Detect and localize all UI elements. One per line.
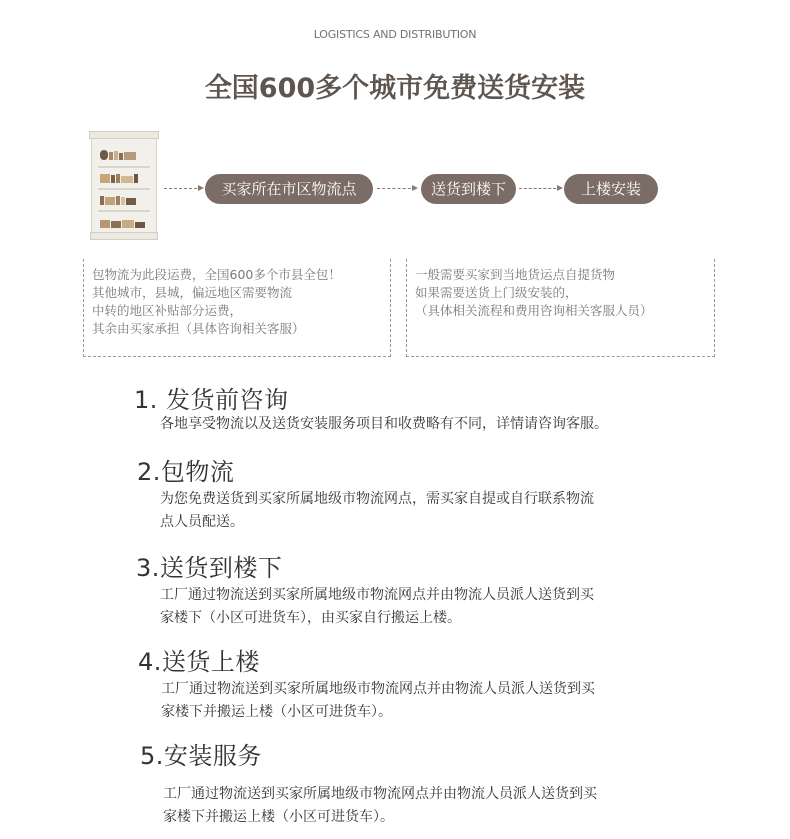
section-line: 各地享受物流以及送货安装服务项目和收费略有不同，详情请咨询客服。 <box>160 416 608 432</box>
note-line: （具体相关流程和费用咨询相关客服人员） <box>415 303 653 318</box>
note-line: 其他城市，县城，偏远地区需要物流 <box>92 285 293 300</box>
note-line: 中转的地区补贴部分运费， <box>92 303 243 318</box>
flow-arrow-3 <box>519 188 561 189</box>
note-line: 其余由买家承担（具体咨询相关客服） <box>92 321 305 336</box>
section-title-logistics: 2.包物流 <box>137 458 235 486</box>
note-line: 包物流为此段运费，全国600多个市县全包！ <box>92 267 341 282</box>
section-text-logistics <box>160 488 594 534</box>
section-line: 工厂通过物流送到买家所属地级市物流网点并由物流人员派人送货到买 <box>163 786 597 802</box>
section-line: 为您免费送货到买家所属地级市物流网点，需买家自提或自行联系物流 <box>160 491 594 507</box>
section-subheading: LOGISTICS AND DISTRIBUTION <box>313 28 477 41</box>
note-line: 一般需要买家到当地货运点自提货物 <box>415 267 616 282</box>
section-text-downstairs <box>160 584 594 630</box>
flow-step-logistics-point: 买家所在市区物流点 <box>205 174 373 204</box>
section-title-upstairs: 4.送货上楼 <box>138 648 260 676</box>
flow-arrow-2 <box>377 188 416 189</box>
flow-arrow-1 <box>164 188 202 189</box>
section-line: 工厂通过物流送到买家所属地级市物流网点并由物流人员派人送货到买 <box>160 587 594 603</box>
shipping-note-right <box>406 259 715 357</box>
section-line: 家楼下并搬运上楼（小区可进货车）。 <box>163 809 394 825</box>
flow-step-deliver-downstairs: 送货到楼下 <box>421 174 516 204</box>
bookcase-product-image <box>91 133 157 239</box>
page-title: 全国600多个城市免费送货安装 <box>204 73 586 104</box>
section-title-consult: 1. 发货前咨询 <box>134 386 289 414</box>
section-title-downstairs: 3.送货到楼下 <box>136 554 283 582</box>
section-text-consult <box>160 413 608 436</box>
flow-step-install: 上楼安装 <box>564 174 658 204</box>
note-line: 如果需要送货上门级安装的， <box>415 285 578 300</box>
section-title-install: 5.安装服务 <box>140 742 262 770</box>
section-line: 工厂通过物流送到买家所属地级市物流网点并由物流人员派人送货到买 <box>161 681 595 697</box>
section-line: 家楼下（小区可进货车），由买家自行搬运上楼。 <box>160 610 461 626</box>
shipping-note-left <box>83 259 391 357</box>
section-text-install <box>163 783 597 829</box>
section-line: 家楼下并搬运上楼（小区可进货车）。 <box>161 704 392 720</box>
section-line: 点人员配送。 <box>160 514 244 530</box>
section-text-upstairs <box>161 678 595 724</box>
